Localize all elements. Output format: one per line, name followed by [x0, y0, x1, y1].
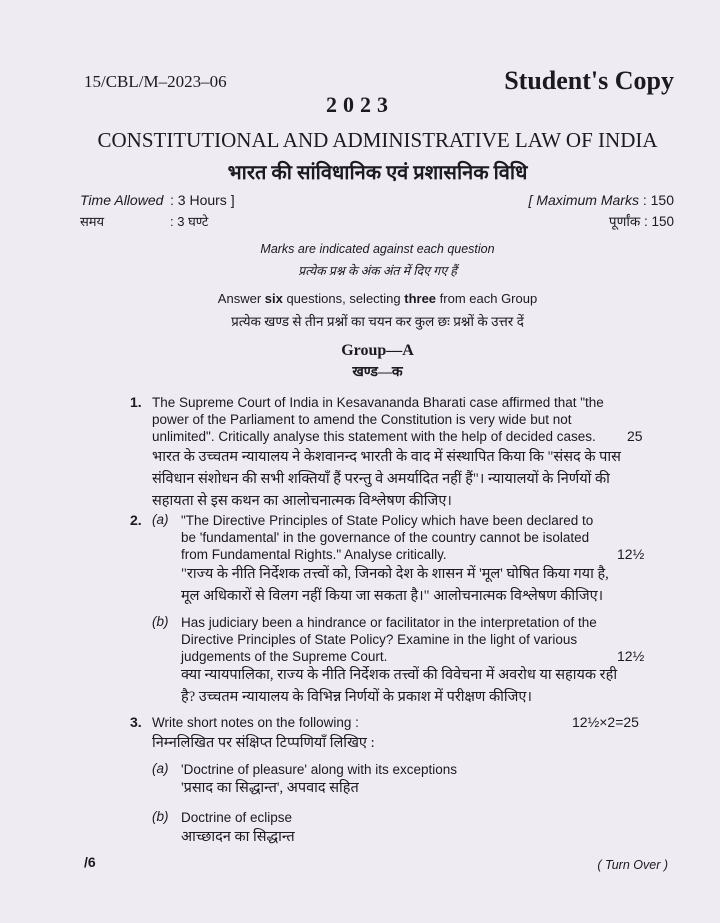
question-1-text-en: The Supreme Court of India in Kesavananda Bharati case affirmed that "the power of the Parliament to amend the Constitution is very wide but not unlimited". Critically analyse this statement with the help of decided cases. [152, 395, 604, 444]
question-2b-marks: 12½ [617, 648, 645, 664]
marks-note-en: Marks are indicated against each question [260, 242, 495, 256]
time-allowed-label: Time Allowed [80, 192, 164, 208]
time-allowed-value: : 3 Hours ] [170, 192, 235, 208]
answer-per-group: three [404, 291, 437, 306]
question-2b-text-hi: क्या न्यायपालिका, राज्य के नीति निर्देशक तत्त्वों की विवेचना में अवरोध या सहायक रही है? उच्चतम न्यायालय के विभिन्न निर्णयों के प्रकाश में परीक्षण कीजिए। [181, 667, 618, 705]
question-3a-text-en: 'Doctrine of pleasure' along with its exceptions [181, 762, 458, 777]
answer-instruction-hi: प्रत्येक खण्ड से तीन प्रश्नों का चयन कर कुल छः प्रश्नों के उत्तर दें [231, 314, 524, 329]
question-1-text-hi: भारत के उच्चतम न्यायालय ने केशवानन्द भारती के वाद में संस्थापित किया कि "संसद के पास संविधान संशोधन की सभी शक्तियाँ हैं परन्तु वे अमर्यादित नहीं हैं"। न्यायालयों के निर्णयों की सहायता से इस कथन का आलोचनात्मक विश्लेषण कीजिए। [152, 449, 621, 509]
question-3b-text-hi: आच्छादन का सिद्धान्त [181, 829, 295, 845]
exam-year: 2023 [326, 92, 394, 117]
question-2a-marks: 12½ [617, 546, 645, 562]
question-2-number: 2. [130, 512, 142, 528]
paper-title-en: CONSTITUTIONAL AND ADMINISTRATIVE LAW OF INDIA [97, 128, 658, 152]
group-title-hi: खण्ड—क [352, 365, 403, 380]
question-1-number: 1. [130, 394, 142, 410]
group-title-en: Group—A [341, 342, 414, 359]
paper-code: 15/CBL/M–2023–06 [84, 72, 227, 91]
page-code: /6 [84, 854, 96, 870]
answer-text-1: Answer [217, 291, 265, 306]
time-label-hi: समय [80, 214, 105, 229]
question-1-marks: 25 [627, 428, 643, 444]
question-2a-text-hi: "राज्य के नीति निर्देशक तत्त्वों को, जिनको देश के शासन में 'मूल' घोषित किया गया है, मूल अधिकारों से विलग नहीं किया जा सकता है।" आलोचनात्मक विश्लेषण कीजिए। [181, 566, 609, 604]
copy-label: Student's Copy [504, 66, 674, 95]
answer-text-2: questions, selecting [282, 291, 405, 306]
answer-text-3: from each Group [436, 291, 538, 306]
question-2a-text-en: "The Directive Principles of State Policy which have been declared to be 'fundamental' in the governance of the country cannot be isolated from Fundamental Rights." Analyse critically. [181, 513, 594, 562]
maximum-marks-label: [ Maximum Marks [528, 192, 639, 208]
question-2b-text-en: Has judiciary been a hindrance or facilitator in the interpretation of the Directive Principles of State Policy? Examine in the light of various judgements of the Supreme Court. [181, 615, 597, 664]
question-3b-text-en: Doctrine of eclipse [181, 810, 293, 825]
maximum-marks-value: : 150 [642, 192, 674, 208]
answer-count: six [264, 291, 283, 306]
question-3a-text-hi: 'प्रसाद का सिद्धान्त', अपवाद सहित [181, 780, 359, 796]
answer-instruction-en [0, 291, 720, 306]
maximum-marks-hi: पूर्णांक : 150 [608, 214, 674, 229]
maximum-marks [529, 192, 674, 208]
question-3a-label: (a) [152, 761, 169, 776]
question-3-marks: 12½×2=25 [572, 714, 639, 730]
question-3-text-hi: निम्नलिखित पर संक्षिप्त टिप्पणियाँ लिखिए : [152, 735, 375, 751]
question-3-text-en: Write short notes on the following : [152, 715, 359, 730]
paper-title-hi: भारत की सांविधानिक एवं प्रशासनिक विधि [227, 162, 528, 184]
turn-over-note: ( Turn Over ) [597, 858, 668, 872]
question-3-number: 3. [130, 714, 142, 730]
time-value-hi: : 3 घण्टे [170, 214, 209, 229]
question-3b-label: (b) [152, 809, 169, 824]
marks-note-hi: प्रत्येक प्रश्न के अंक अंत में दिए गए हैं [298, 264, 457, 278]
question-2b-label: (b) [152, 614, 169, 629]
question-2a-label: (a) [152, 512, 169, 527]
